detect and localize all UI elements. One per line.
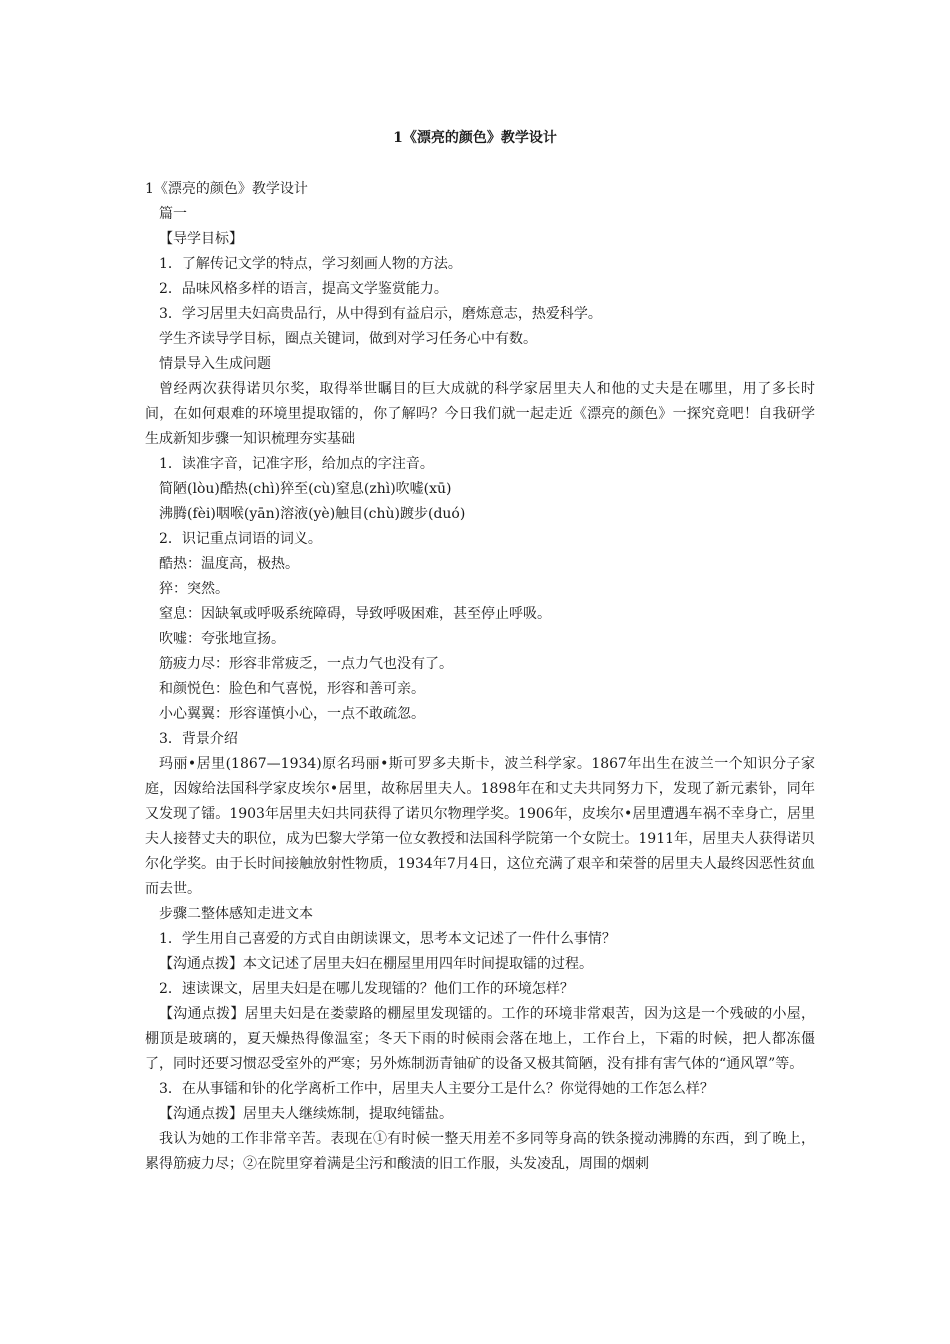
question-line: 3．在从事镭和钋的化学离析工作中，居里夫人主要分工是什么？你觉得她的工作怎么样？ — [159, 1081, 714, 1097]
definition-line: 吹嘘：夸张地宣扬。 — [159, 631, 285, 647]
definition-line: 窒息：因缺氧或呼吸系统障碍，导致呼吸困难，甚至停止呼吸。 — [159, 606, 551, 622]
document-title: 1《漂亮的颜色》教学设计 — [393, 130, 557, 146]
section-heading: 情景导入生成问题 — [159, 356, 271, 372]
biography-paragraph: 玛丽•居里(1867—1934)原名玛丽•斯可罗多夫斯卡，波兰科学家。1867年出生在波兰一个知识分子家庭，因嫁给法国科学家皮埃尔•居里，故称居里夫人。1898年在和丈夫共同努力下，发现了新元素钋，同年又发现了镭。1903年居里夫妇共同获得了诺贝尔物理学奖。1906年，皮埃尔•居里遭遇车祸不幸身亡，居里夫人接替丈夫的职位，成为巴黎大学第一位女教授和法国科学院第一个女院士。1911年，居里夫人获得诺贝尔化学奖。由于长时间接触放射性物质，1934年7月4日，这位充满了艰辛和荣誉的居里夫人最终因恶性贫血而去世。 — [145, 756, 815, 897]
pinyin-line: 简陋(lòu)酷热(chì)猝至(cù)窒息(zhì)吹嘘(xū) — [159, 481, 452, 497]
text-line: 学生齐读导学目标，圈点关键词，做到对学习任务心中有数。 — [159, 331, 537, 347]
answer-line: 【沟通点拨】居里夫人继续炼制，提取纯镭盐。 — [159, 1106, 453, 1122]
text-line: 1．读准字音，记准字形，给加点的字注音。 — [159, 456, 434, 472]
body-heading: 1《漂亮的颜色》教学设计 — [145, 181, 308, 197]
document-body — [145, 177, 815, 1177]
environment-paragraph: 【沟通点拨】居里夫妇是在娄蒙路的棚屋里发现镭的。工作的环境非常艰苦，因为这是一个残破的小屋，棚顶是玻璃的，夏天燥热得像温室；冬天下雨的时候雨会落在地上，工作台上，下霜的时候，把人都冻僵了，同时还要习惯忍受室外的严寒；另外炼制沥青铀矿的设备又极其简陋，没有排有害气体的“通风罩”等。 — [145, 1006, 815, 1072]
section-heading: 3．背景介绍 — [159, 731, 238, 747]
goal-item: 3．学习居里夫妇高贵品行，从中得到有益启示，磨炼意志，热爱科学。 — [159, 306, 602, 322]
definition-line: 酷热：温度高，极热。 — [159, 556, 299, 572]
question-line: 2．速读课文，居里夫妇是在哪儿发现镭的？他们工作的环境怎样？ — [159, 981, 574, 997]
section-heading: 步骤二整体感知走进文本 — [159, 906, 313, 922]
text-line: 2．识记重点词语的词义。 — [159, 531, 322, 547]
answer-line: 【沟通点拨】本文记述了居里夫妇在棚屋里用四年时间提取镭的过程。 — [159, 956, 593, 972]
section-label: 篇一 — [159, 206, 187, 222]
pinyin-line: 沸腾(fèi)咽喉(yān)溶液(yè)触目(chù)踱步(duó) — [159, 506, 466, 522]
definition-line: 猝：突然。 — [159, 581, 229, 597]
question-line: 1．学生用自己喜爱的方式自由朗读课文，思考本文记述了一件什么事情？ — [159, 931, 616, 947]
section-heading: 【导学目标】 — [159, 231, 243, 247]
goal-item: 1．了解传记文学的特点，学习刻画人物的方法。 — [159, 256, 462, 272]
goal-item: 2．品味风格多样的语言，提高文学鉴赏能力。 — [159, 281, 448, 297]
definition-line: 小心翼翼：形容谨慎小心，一点不敢疏忽。 — [159, 706, 425, 722]
definition-line: 筋疲力尽：形容非常疲乏，一点力气也没有了。 — [159, 656, 453, 672]
analysis-paragraph: 我认为她的工作非常辛苦。表现在①有时候一整天用差不多同等身高的铁条搅动沸腾的东西，到了晚上，累得筋疲力尽；②在院里穿着满是尘污和酸渍的旧工作服，头发凌乱，周围的烟刺 — [145, 1131, 815, 1172]
intro-paragraph: 曾经两次获得诺贝尔奖，取得举世瞩目的巨大成就的科学家居里夫人和他的丈夫是在哪里，用了多长时间，在如何艰难的环境里提取镭的，你了解吗？今日我们就一起走近《漂亮的颜色》一探究竟吧！自我研学生成新知步骤一知识梳理夯实基础 — [145, 381, 815, 447]
definition-line: 和颜悦色：脸色和气喜悦，形容和善可亲。 — [159, 681, 425, 697]
